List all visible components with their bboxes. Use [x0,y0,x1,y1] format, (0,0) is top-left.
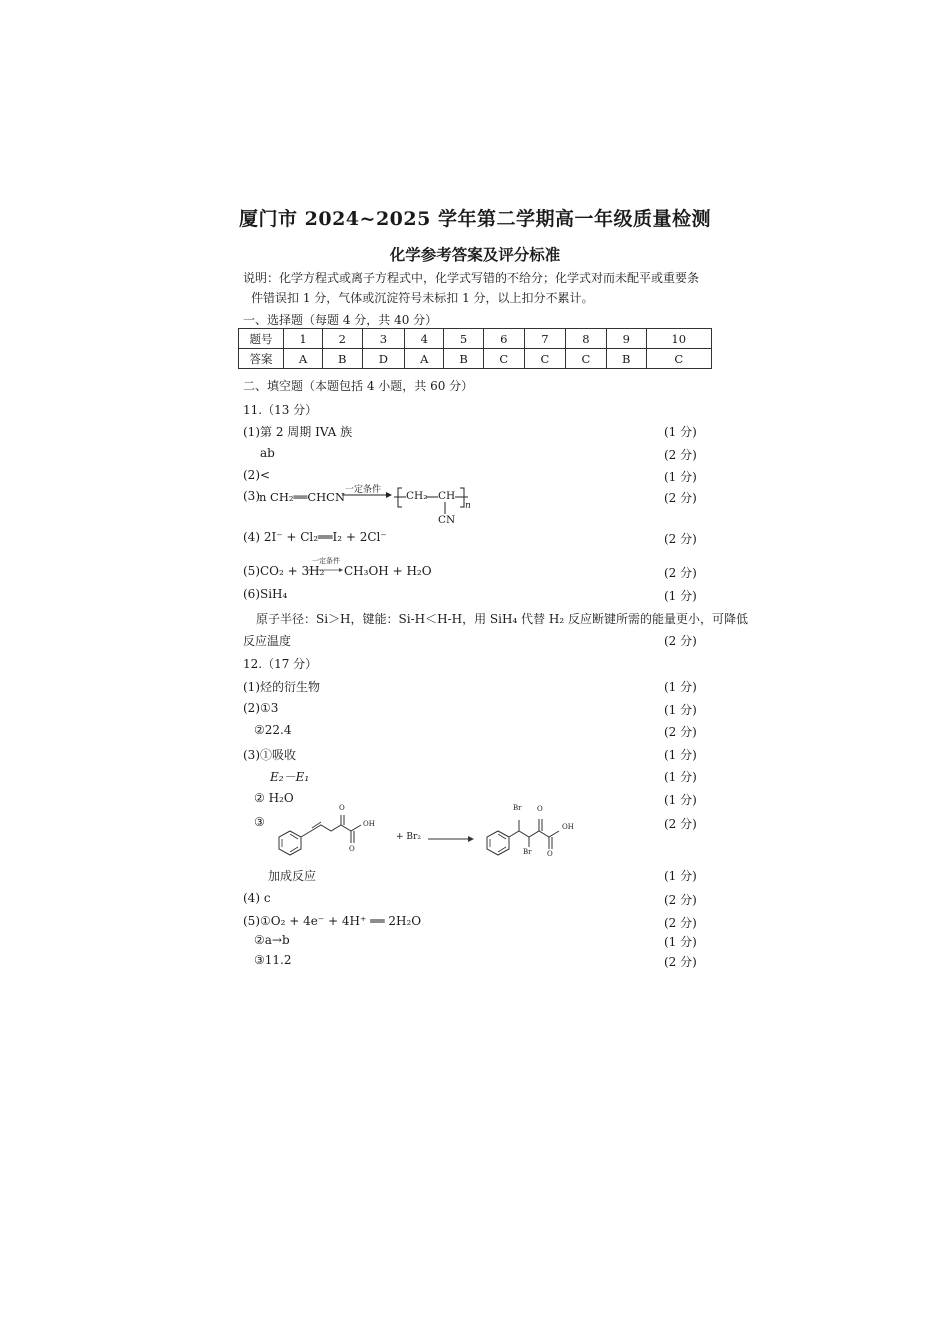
q12-item-4: (3)①吸收 [243,748,296,762]
q12-item-11: ②a→b [254,933,290,947]
q11-item-8: 原子半径：Si＞H，键能：Si-H＜H-H，用 SiH₄ 代替 H₂ 反应断键所需的能量更小，可降低 [256,612,748,626]
q12-item-2: (2)①3 [243,701,279,715]
q11-score-2: (2 分) [664,448,697,462]
q11-eq3-reactant: n CH₂══CHCN [259,490,346,504]
row-label-answer: 答案 [239,349,284,369]
table-cell: 9 [606,329,646,349]
eq5-arrow-head [339,568,343,572]
q12-score-10: (2 分) [664,916,697,930]
q12-item-10: (5)①O₂ + 4e⁻ + 4H⁺ ══ 2H₂O [243,914,422,928]
reaction-arrow-head [468,836,474,842]
note-line-1: 说明：化学方程式或离子方程式中，化学式写错的不给分；化学式对而未配平或重要条 [243,271,700,285]
table-cell: 3 [362,329,405,349]
table-cell: C [483,349,524,369]
q11-item-3: (2)< [243,468,271,482]
table-cell: D [362,349,405,369]
reaction-arrow-head [386,492,392,498]
q12-score-3: (2 分) [664,725,697,739]
table-cell: 5 [444,329,484,349]
q11-item-5: (4) 2I⁻ + Cl₂══I₂ + 2Cl⁻ [243,530,387,544]
table-cell: 2 [322,329,362,349]
choice-answer-table [238,328,712,369]
q12-score-8: (1 分) [664,869,697,883]
q11-score-3: (1 分) [664,470,697,484]
table-cell: B [606,349,646,369]
q12-heading: 12.（17 分） [243,657,318,671]
q11-item-1: (1)第 2 周期 IVA 族 [243,425,353,439]
q11-eq3-ch: CH [438,490,456,502]
q12-score-4: (1 分) [664,748,697,762]
q12-score-7: (2 分) [664,817,697,831]
note-line-2: 件错误扣 1 分，气体或沉淀符号未标扣 1 分，以上扣分不累计。 [251,291,594,305]
q12-score-12: (2 分) [664,955,697,969]
q12-item-7: ③ [254,815,265,829]
q11-item-6: (5)CO₂ + 3H₂ [243,564,325,578]
table-cell: A [405,349,444,369]
q11-eq3-cn: CN [438,514,456,526]
table-cell: C [565,349,606,369]
table-cell: B [444,349,484,369]
section-choice-heading: 一、选择题（每题 4 分，共 40 分） [243,313,438,327]
eq5-arrow [306,566,344,574]
q11-heading: 11.（13 分） [243,403,318,417]
q11-item-2: ab [260,446,275,460]
q11-score-1: (1 分) [664,425,697,439]
q11-score-4: (2 分) [664,491,697,505]
q11-item-7: (6)SiH₄ [243,587,288,601]
product-br-bottom: Br [523,848,532,856]
q12-item-1: (1)烃的衍生物 [243,680,320,694]
document-title: 厦门市 2024~2025 学年第二学期高一年级质量检测 [239,208,711,230]
table-cell: 4 [405,329,444,349]
q12-score-11: (1 分) [664,935,697,949]
table-cell: 1 [284,329,323,349]
product-ketone-o: O [537,805,543,813]
q11-score-5: (2 分) [664,532,697,546]
product-oh-label: OH [562,823,574,831]
q12-score-1: (1 分) [664,680,697,694]
row-label-number: 题号 [239,329,284,349]
q12-score-2: (1 分) [664,703,697,717]
table-cell: C [646,349,712,369]
q11-eq3-n: n [465,501,471,511]
q12-item-6: ② H₂O [254,791,294,805]
q11-score-9: (2 分) [664,634,697,648]
table-cell: 6 [483,329,524,349]
table-row-answers [239,349,712,369]
table-row-numbers [239,329,712,349]
reagent-label: + Br₂ [396,832,421,842]
table-cell: 7 [524,329,565,349]
q11-eq3-condition: 一定条件 [345,485,382,495]
product-acid-o: O [547,850,553,858]
product-br-top: Br [513,804,522,812]
q12-score-9: (2 分) [664,893,697,907]
q11-eq5-products: CH₃OH + H₂O [344,564,432,578]
product-chain [509,831,559,837]
q11-score-6: (2 分) [664,566,697,580]
reactant-acid-o: O [349,845,355,853]
chain-double-bond [312,822,321,828]
q12-item-12: ③11.2 [254,953,292,967]
table-cell: 8 [565,329,606,349]
table-cell: B [322,349,362,369]
section-fill-heading: 二、填空题（本题包括 4 小题，共 60 分） [243,379,474,393]
reactant-chain [301,825,361,837]
q12-score-6: (1 分) [664,793,697,807]
document-subtitle: 化学参考答案及评分标准 [389,245,561,264]
bromination-scheme [268,803,608,865]
reactant-oh-label: OH [363,820,375,828]
table-cell: C [524,349,565,369]
q12-item-3: ②22.4 [254,723,292,737]
q12-item-5: E₂－E₁ [270,770,310,784]
q11-item-4: (3) [243,489,260,503]
q11-item-9: 反应温度 [243,634,292,648]
table-cell: A [284,349,323,369]
reactant-ketone-o: O [339,804,345,812]
q12-score-5: (1 分) [664,770,697,784]
q11-eq3-ch2: CH₂ [406,490,428,502]
q11-eq5-condition: 一定条件 [312,557,340,565]
q11-score-7: (1 分) [664,589,697,603]
q12-item-8: 加成反应 [268,869,317,883]
table-cell: 10 [646,329,712,349]
q12-item-9: (4) c [243,891,271,905]
